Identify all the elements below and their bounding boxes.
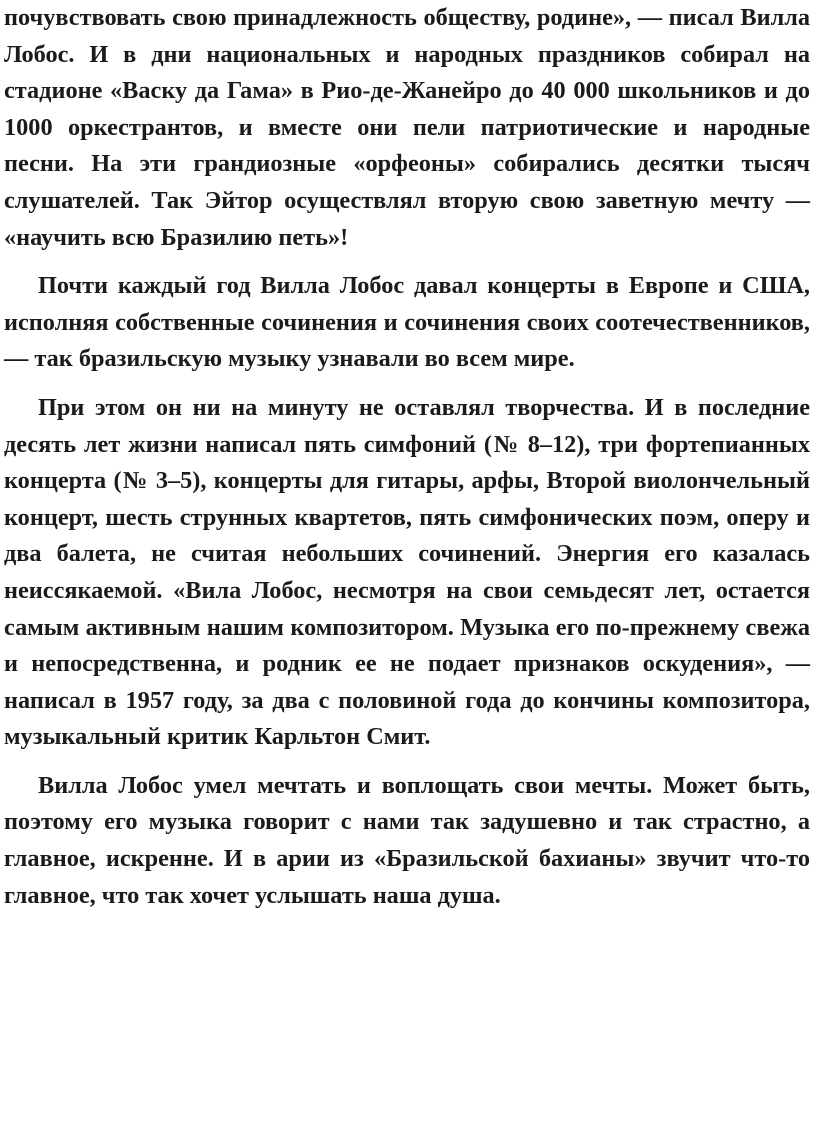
paragraph-3: При этом он ни на минуту не оставлял творчества. И в последние десять лет жизни написал пять симфоний (№ 8–12), три фортепианных концерта (№ 3–5), концерты для гитары, арфы, Второй виолончельный концерт, шесть струнных квартетов, пять симфонических поэм, оперу и два балета, не считая небольших сочинений. Энергия его казалась неиссякаемой. «Вила Лобос, несмотря на свои семьдесят лет, остается самым активным нашим композитором. Музыка его по-прежнему свежа и непосредственна, и родник ее не подает признаков оскудения», — написал в 1957 году, за два с половиной года до кончины композитора, музыкальный критик Карльтон Смит. — [4, 393, 810, 751]
paragraph-4: Вилла Лобос умел мечтать и воплощать свои мечты. Может быть, поэтому его музыка говорит с нами так задушевно и так страстно, а главное, искренне. И в арии из «Бразильской бахианы» звучит что-то главное, что так хочет услышать наша душа. — [4, 771, 810, 909]
paragraph-2: Почти каждый год Вилла Лобос давал концерты в Европе и США, исполняя собственные сочинения и сочинения своих соотечественников, — так бразильскую музыку узнавали во всем мире. — [4, 272, 810, 373]
document-page — [4, 0, 810, 914]
paragraph-1: почувствовать свою принадлежность обществу, родине», — писал Вилла Лобос. И в дни национальных и народных праздников собирал на стадионе «Васку да Гама» в Рио-де-Жанейро до 40 000 школьников и до 1000 оркестрантов, и вместе они пели патриотические и народные песни. На эти грандиозные «орфеоны» собирались десятки тысяч слушателей. Так Эйтор осуществлял вторую свою заветную мечту — «научить всю Бразилию петь»! — [4, 4, 810, 251]
